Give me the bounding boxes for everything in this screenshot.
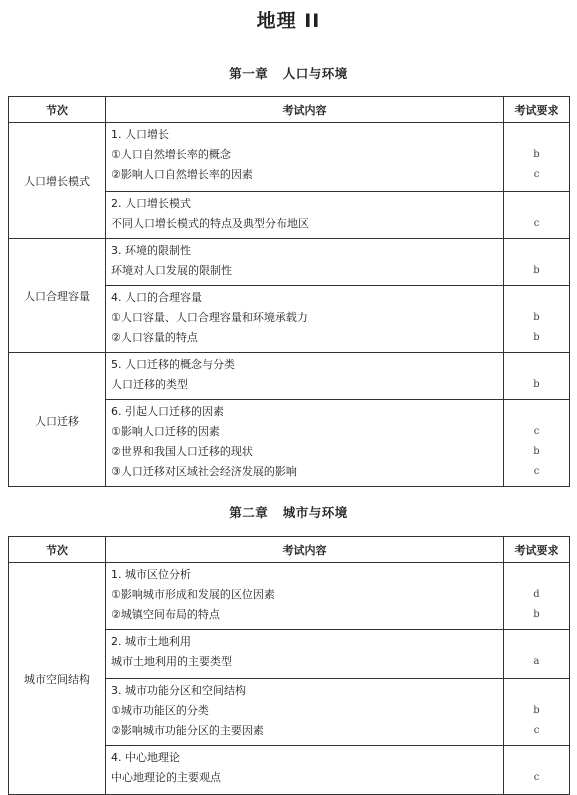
table-row bbox=[9, 239, 570, 286]
topic-line: ①城市功能区的分类 bbox=[111, 704, 209, 717]
topic-line: 1. 城市区位分析 bbox=[111, 568, 191, 581]
topic-content bbox=[106, 192, 504, 239]
requirement-level: b bbox=[533, 705, 540, 716]
table-header-row bbox=[9, 537, 570, 563]
topic-content bbox=[106, 353, 504, 400]
requirement-level bbox=[504, 288, 569, 308]
requirement-level: c bbox=[533, 466, 540, 477]
requirement-level: b bbox=[533, 379, 540, 390]
topic-line: ①影响城市形成和发展的区位因素 bbox=[111, 588, 275, 601]
topic-line: 6. 引起人口迁移的因素 bbox=[111, 405, 224, 418]
topic-content bbox=[106, 679, 504, 746]
topic-line: ②世界和我国人口迁移的现状 bbox=[111, 445, 253, 458]
requirement-level: b bbox=[533, 609, 540, 620]
header-requirement: 考试要求 bbox=[504, 537, 570, 563]
table-header-row bbox=[9, 97, 570, 123]
requirement-level bbox=[504, 748, 569, 768]
table-row bbox=[9, 563, 570, 630]
requirement-level bbox=[504, 194, 569, 214]
topic-line: ②人口容量的特点 bbox=[111, 331, 198, 344]
table-row bbox=[9, 123, 570, 192]
topic-line: 2. 人口增长模式 bbox=[111, 197, 191, 210]
topic-line: ①人口容量、人口合理容量和环境承载力 bbox=[111, 311, 308, 324]
topic-line: ③人口迁移对区域社会经济发展的影响 bbox=[111, 465, 297, 478]
chapter-2-title: 第二章 城市与环境 bbox=[229, 505, 348, 520]
requirement-level bbox=[504, 402, 569, 422]
section-name: 人口合理容量 bbox=[9, 239, 106, 353]
topic-requirements bbox=[504, 192, 570, 239]
requirement-level bbox=[504, 125, 569, 145]
requirement-level: c bbox=[533, 772, 540, 783]
topic-line: 3. 城市功能分区和空间结构 bbox=[111, 684, 246, 697]
topic-line: 2. 城市土地利用 bbox=[111, 635, 191, 648]
topic-line: 不同人口增长模式的特点及典型分布地区 bbox=[111, 217, 309, 230]
topic-requirements bbox=[504, 400, 570, 487]
topic-content bbox=[106, 239, 504, 286]
topic-line: ②影响人口自然增长率的因素 bbox=[111, 168, 253, 181]
requirement-level: b bbox=[533, 265, 540, 276]
header-section: 节次 bbox=[9, 537, 106, 563]
requirement-level: c bbox=[533, 169, 540, 180]
topic-line: ②影响城市功能分区的主要因素 bbox=[111, 724, 264, 737]
header-section: 节次 bbox=[9, 97, 106, 123]
requirement-level: d bbox=[533, 589, 540, 600]
requirement-level: b bbox=[533, 312, 540, 323]
topic-line: 4. 中心地理论 bbox=[111, 751, 180, 764]
table-row bbox=[9, 353, 570, 400]
requirement-level: c bbox=[533, 426, 540, 437]
requirement-level: b bbox=[533, 332, 540, 343]
requirement-level bbox=[504, 241, 569, 261]
topic-line: 城市土地利用的主要类型 bbox=[111, 655, 232, 668]
section-name: 人口增长模式 bbox=[9, 123, 106, 239]
topic-requirements bbox=[504, 286, 570, 353]
requirement-level bbox=[504, 681, 569, 701]
requirement-level bbox=[504, 632, 569, 652]
topic-requirements bbox=[504, 679, 570, 746]
document-title: 地理 II bbox=[256, 10, 321, 32]
topic-line: 中心地理论的主要观点 bbox=[111, 771, 221, 784]
topic-content bbox=[106, 746, 504, 795]
topic-requirements bbox=[504, 123, 570, 192]
requirement-level bbox=[504, 565, 569, 585]
topic-line: ①人口自然增长率的概念 bbox=[111, 148, 231, 161]
topic-line: ②城镇空间布局的特点 bbox=[111, 608, 220, 621]
section-name: 人口迁移 bbox=[9, 353, 106, 487]
topic-line: 4. 人口的合理容量 bbox=[111, 291, 202, 304]
topic-content bbox=[106, 286, 504, 353]
topic-line: 人口迁移的类型 bbox=[111, 378, 188, 391]
header-content: 考试内容 bbox=[106, 537, 504, 563]
requirement-level: b bbox=[533, 446, 540, 457]
topic-requirements bbox=[504, 563, 570, 630]
section-name: 城市空间结构 bbox=[9, 563, 106, 795]
topic-content bbox=[106, 123, 504, 192]
chapter-1-title: 第一章 人口与环境 bbox=[229, 66, 348, 81]
topic-requirements bbox=[504, 239, 570, 286]
topic-line: 3. 环境的限制性 bbox=[111, 244, 191, 257]
requirement-level bbox=[504, 355, 569, 375]
chapter-1-table bbox=[8, 96, 570, 487]
topic-content bbox=[106, 630, 504, 679]
topic-requirements bbox=[504, 353, 570, 400]
topic-line: 环境对人口发展的限制性 bbox=[111, 264, 232, 277]
topic-requirements bbox=[504, 630, 570, 679]
requirement-level: c bbox=[533, 725, 540, 736]
topic-line: 5. 人口迁移的概念与分类 bbox=[111, 358, 235, 371]
topic-requirements bbox=[504, 746, 570, 795]
requirement-level: b bbox=[533, 149, 540, 160]
topic-line: 1. 人口增长 bbox=[111, 128, 169, 141]
chapter-2-table bbox=[8, 536, 570, 795]
header-requirement: 考试要求 bbox=[504, 97, 570, 123]
topic-content bbox=[106, 400, 504, 487]
topic-line: ①影响人口迁移的因素 bbox=[111, 425, 220, 438]
requirement-level: c bbox=[533, 218, 540, 229]
requirement-level: a bbox=[533, 656, 540, 667]
header-content: 考试内容 bbox=[106, 97, 504, 123]
topic-content bbox=[106, 563, 504, 630]
